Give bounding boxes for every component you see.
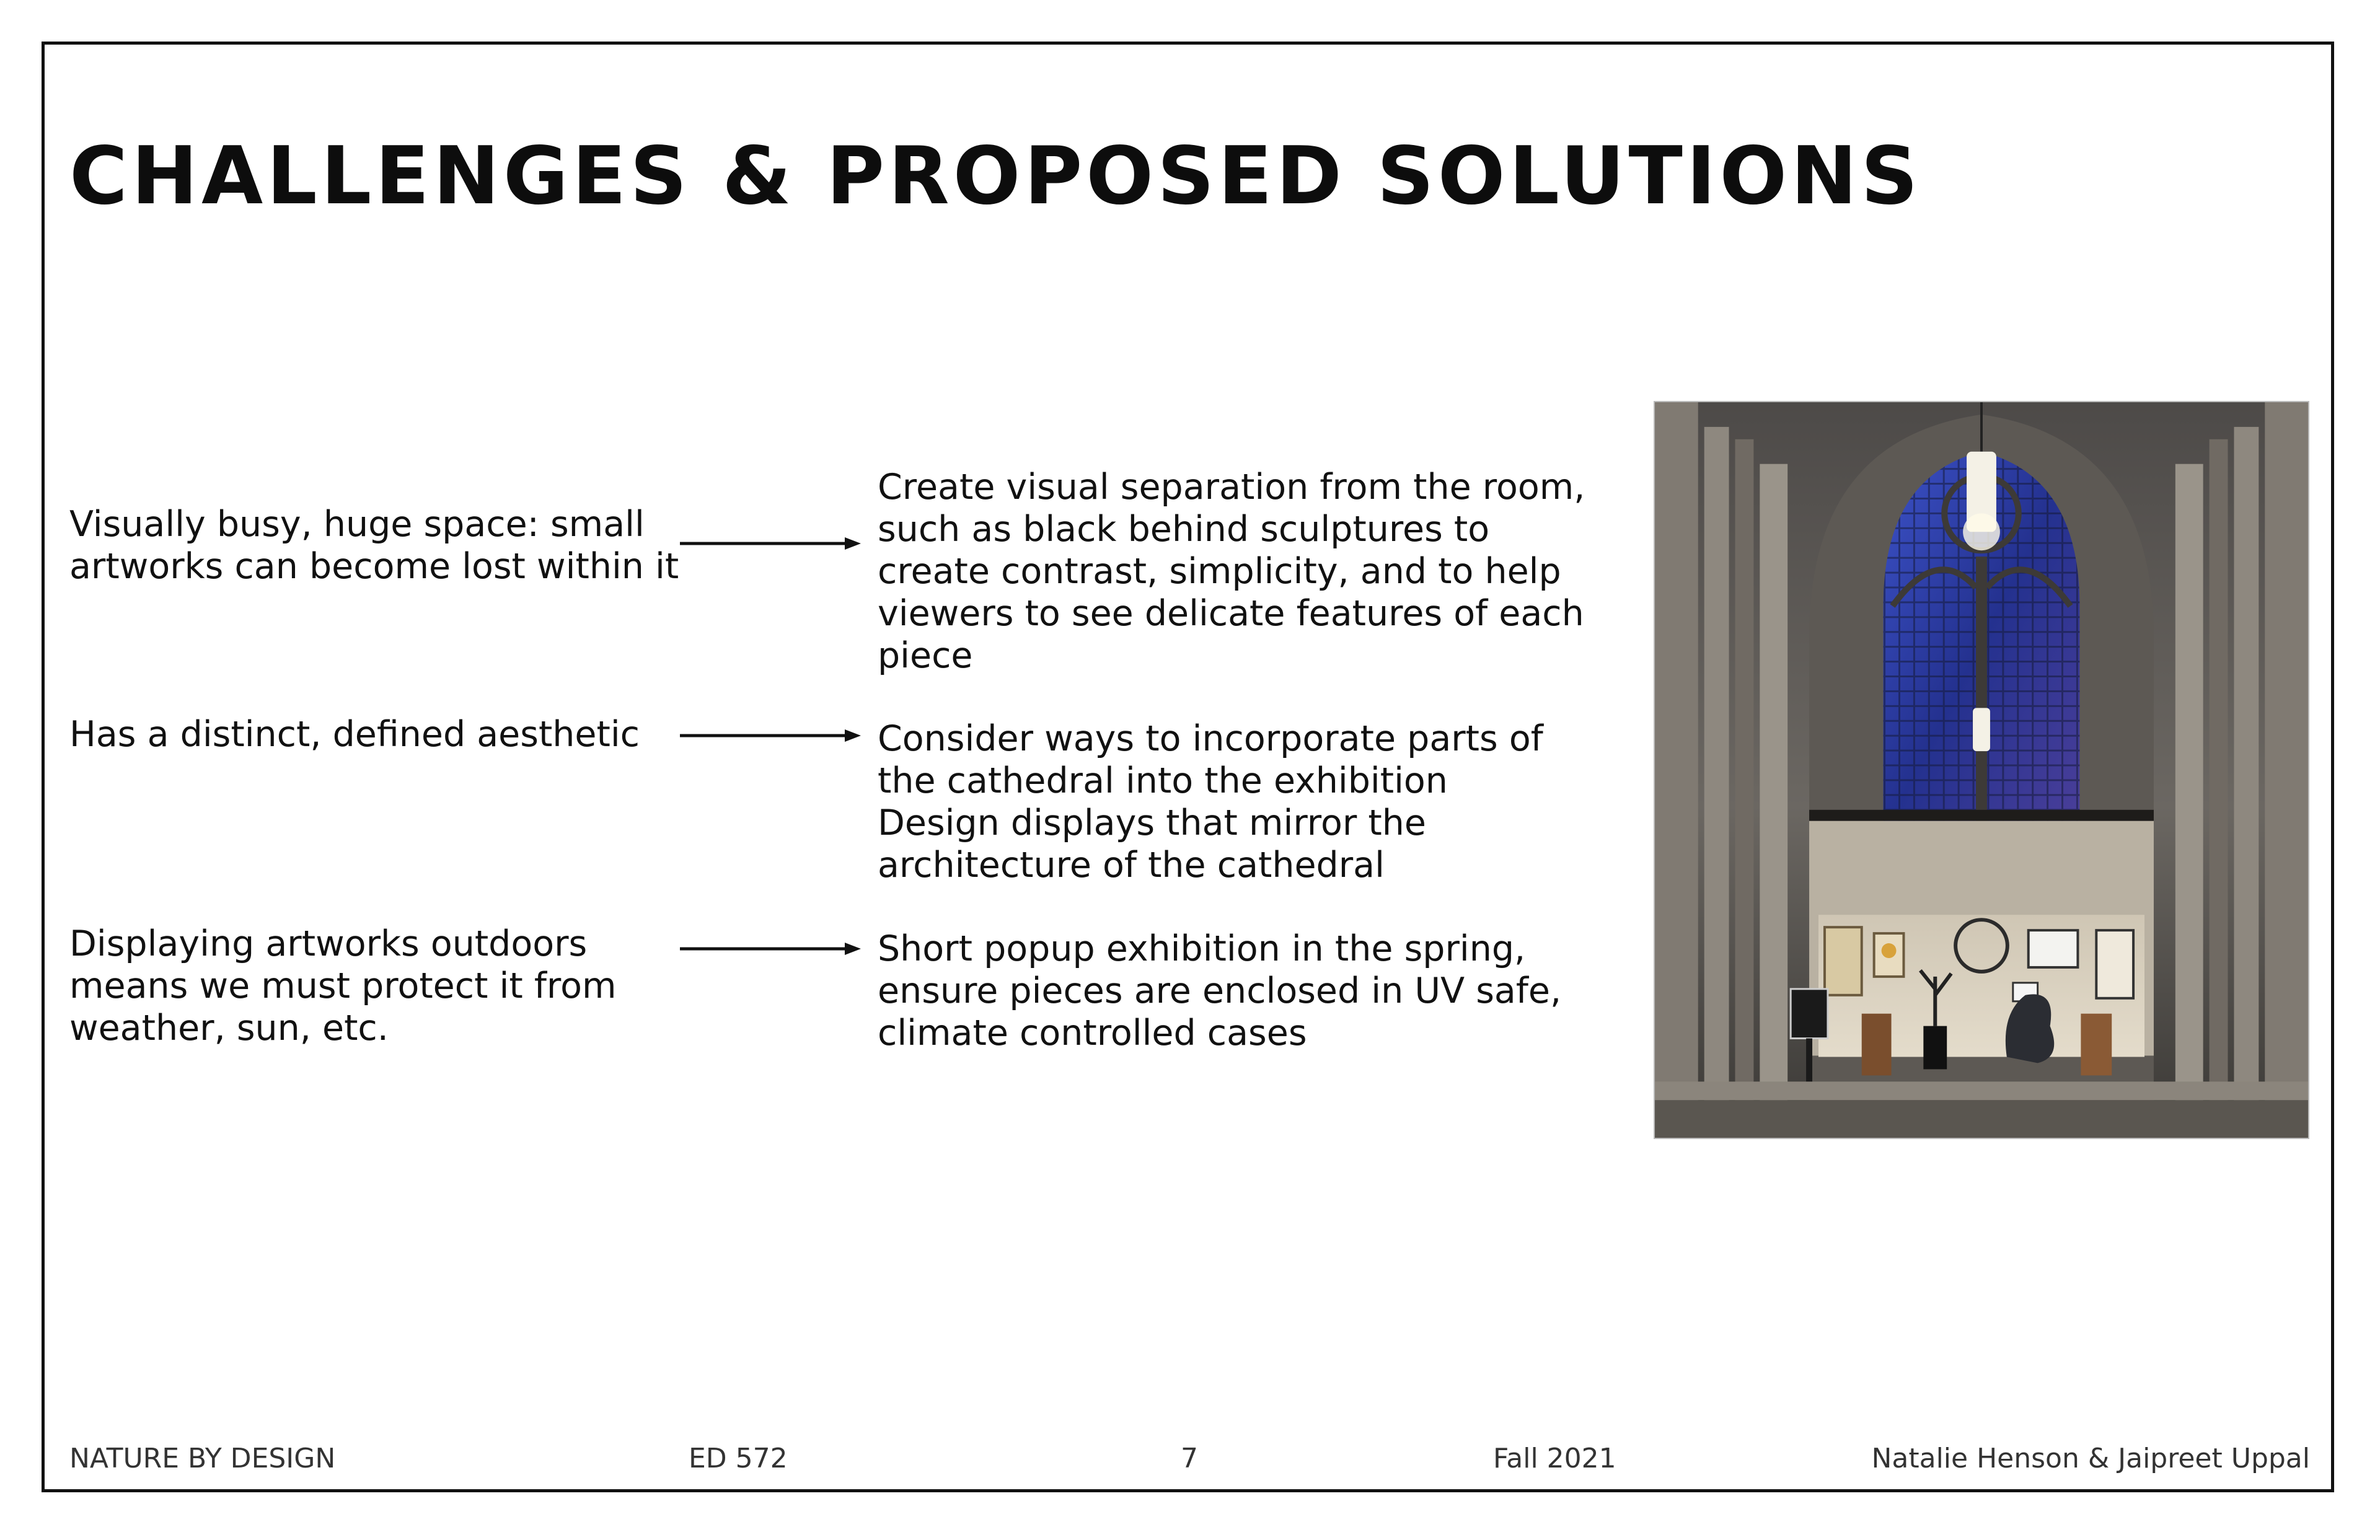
footer-term: Fall 2021 xyxy=(1493,1443,1616,1474)
footer-course: ED 572 xyxy=(689,1443,788,1474)
solution-3-line: Short popup exhibition in the spring, xyxy=(878,928,1526,969)
arrow-3-icon xyxy=(680,939,863,958)
solution-1-line: viewers to see delicate features of each xyxy=(878,593,1584,634)
challenge-2 xyxy=(69,713,640,755)
solution-3-line: climate controlled cases xyxy=(878,1013,1307,1054)
challenge-1 xyxy=(69,503,679,587)
solution-3-line: ensure pieces are enclosed in UV safe, xyxy=(878,970,1562,1011)
solution-1-line: Create visual separation from the room, xyxy=(878,467,1585,508)
footer-page-number: 7 xyxy=(1181,1443,1198,1474)
footer-authors: Natalie Henson & Jaipreet Uppal xyxy=(1871,1443,2310,1474)
challenge-3-line: means we must protect it from xyxy=(69,966,617,1006)
challenge-3-line: weather, sun, etc. xyxy=(69,1008,389,1049)
challenge-3 xyxy=(69,923,617,1049)
challenge-1-line: Visually busy, huge space: small xyxy=(69,504,645,545)
footer-project: NATURE BY DESIGN xyxy=(69,1443,336,1474)
slide-title: CHALLENGES & PROPOSED SOLUTIONS xyxy=(69,130,1922,222)
challenge-2-line: Has a distinct, defined aesthetic xyxy=(69,714,640,755)
cathedral-photo xyxy=(1654,401,2309,1139)
solution-1 xyxy=(878,466,1585,677)
arrow-2-icon xyxy=(680,726,863,745)
solution-2-line: architecture of the cathedral xyxy=(878,845,1385,886)
solution-2-line: Consider ways to incorporate parts of xyxy=(878,718,1543,759)
solution-2-line: Design displays that mirror the xyxy=(878,803,1426,843)
solution-2 xyxy=(878,718,1543,886)
solution-1-line: piece xyxy=(878,635,973,676)
arrow-1-icon xyxy=(680,534,863,553)
solution-1-line: such as black behind sculptures to xyxy=(878,509,1490,550)
solution-3 xyxy=(878,928,1561,1054)
challenge-1-line: artworks can become lost within it xyxy=(69,546,679,587)
solution-2-line: the cathedral into the exhibition xyxy=(878,760,1448,801)
challenge-3-line: Displaying artworks outdoors xyxy=(69,923,588,964)
solution-1-line: create contrast, simplicity, and to help xyxy=(878,551,1561,592)
